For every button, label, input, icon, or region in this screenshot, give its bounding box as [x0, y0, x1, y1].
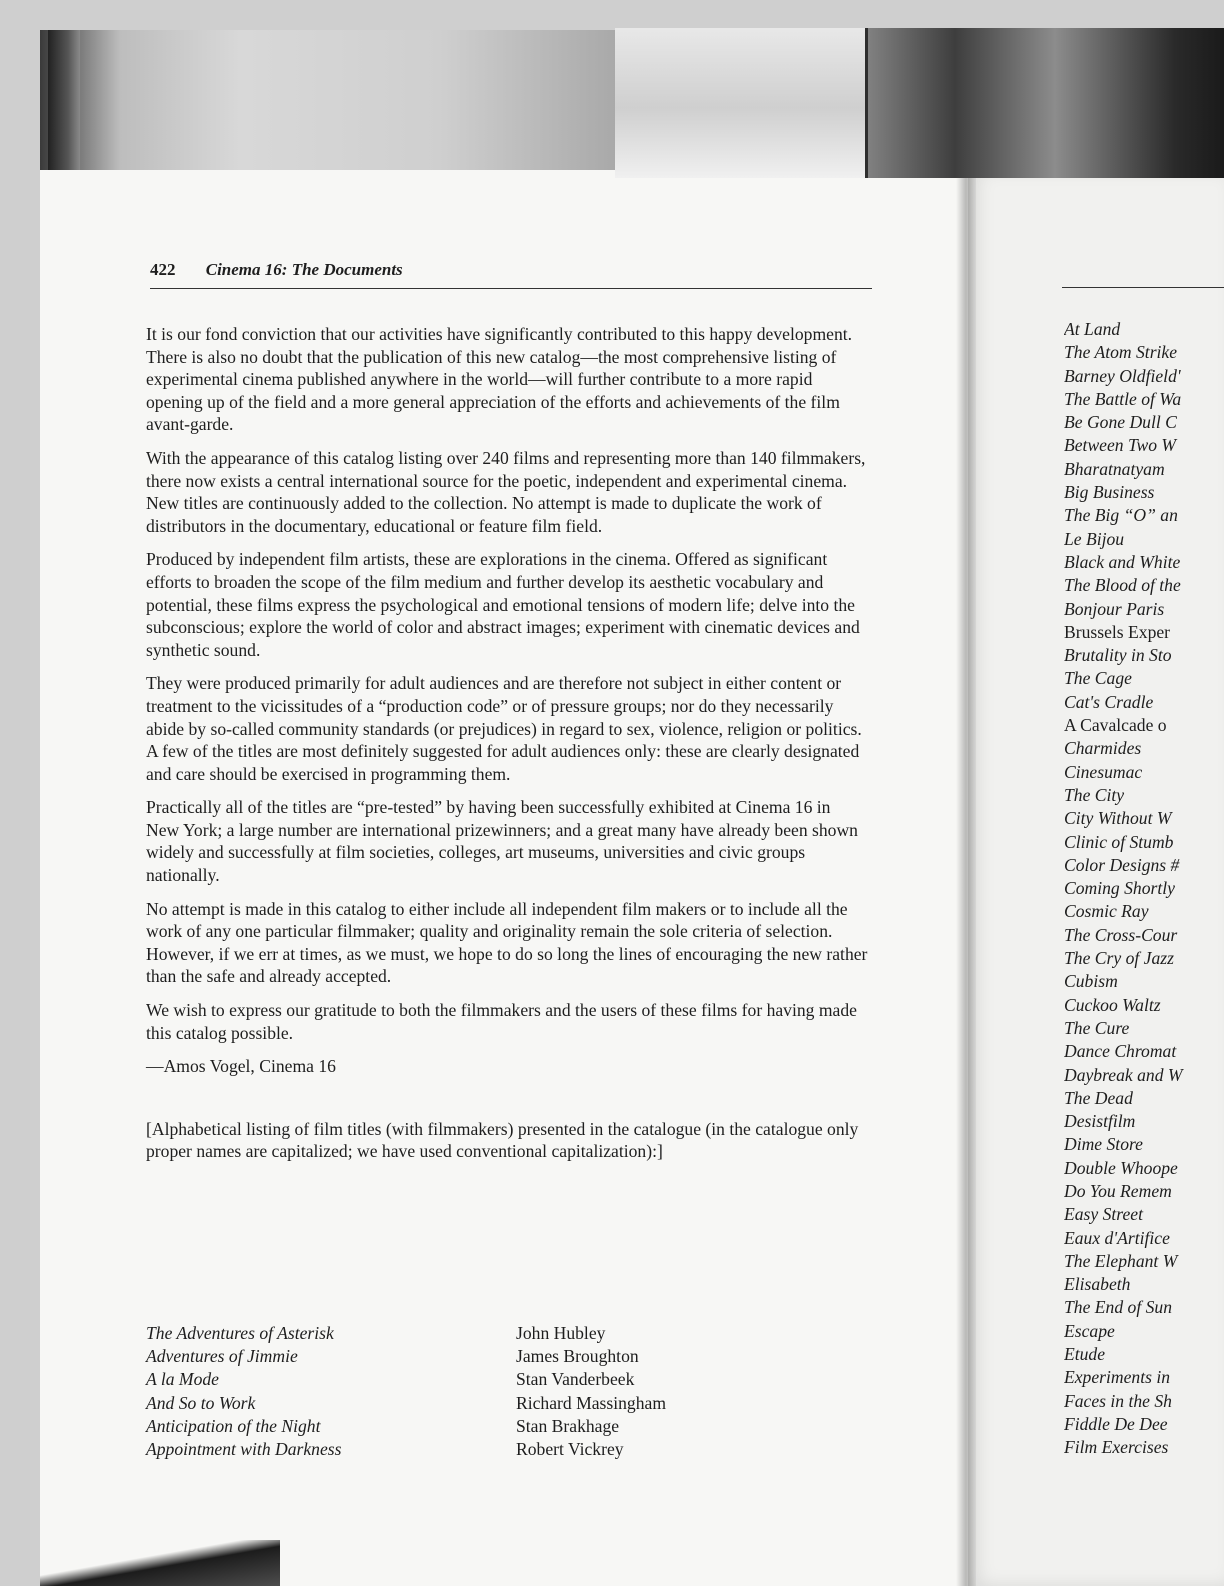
right-page-rule	[1062, 287, 1224, 288]
right-page-film-title: The Blood of the	[1064, 575, 1181, 596]
film-row	[146, 1392, 766, 1415]
film-row	[146, 1415, 766, 1438]
right-page-film-title: Etude	[1064, 1344, 1106, 1365]
right-page-film-title: Escape	[1064, 1320, 1115, 1341]
scan-edge-shadow	[40, 1540, 280, 1586]
right-page-film-title: At Land	[1064, 319, 1121, 339]
film-title: Appointment with Darkness	[146, 1439, 342, 1460]
film-list	[146, 1322, 766, 1461]
film-title: A la Mode	[146, 1369, 219, 1390]
book-fold-shadow	[956, 170, 976, 1586]
right-page-film-title: Bonjour Paris	[1064, 598, 1165, 619]
right-page-film-title: Elisabeth	[1064, 1274, 1131, 1295]
film-maker: Stan Vanderbeek	[516, 1369, 635, 1390]
right-page-film-title: Brussels Exper	[1064, 621, 1171, 642]
right-page-film-title: Cinesumac	[1064, 761, 1143, 782]
running-title: Cinema 16: The Documents	[205, 260, 403, 279]
right-page-film-title: Cubism	[1064, 971, 1118, 992]
right-page-film-title: Fiddle De Dee	[1064, 1413, 1168, 1434]
right-page-film-title: Desistfilm	[1064, 1111, 1136, 1132]
right-page-film-title: The Cry of Jazz	[1064, 948, 1174, 969]
right-page-film-title: Eaux d'Artifice	[1064, 1227, 1170, 1248]
right-page-film-title: A Cavalcade o	[1064, 715, 1167, 736]
right-page-film-title: Cosmic Ray	[1064, 901, 1149, 922]
right-page-film-title: Daybreak and W	[1064, 1064, 1183, 1085]
right-page-film-title: Charmides	[1064, 738, 1142, 759]
right-page-film-title: Coming Shortly	[1064, 878, 1175, 899]
film-title: Adventures of Jimmie	[146, 1346, 298, 1367]
paragraph: Practically all of the titles are “pre-tested” by having been successfully exhibited at Cinema 16 in New York; a large number are international prizewinners; and a great many have already been shown widely and successfully at film societies, colleges, art museums, universities and civic groups nationally.	[146, 797, 858, 886]
right-page-film-title: City Without W	[1064, 808, 1172, 829]
film-maker: Richard Massingham	[516, 1392, 667, 1413]
film-maker: Stan Brakhage	[516, 1415, 620, 1436]
right-page-film-title: Big Business	[1064, 482, 1155, 503]
paragraph: We wish to express our gratitude to both the filmmakers and the users of these films for having made this catalog possible.	[146, 1000, 857, 1043]
right-page-film-title: Bharatnatyam	[1064, 458, 1165, 479]
right-page-film-title: Barney Oldfield'	[1064, 365, 1181, 386]
right-page-film-title: Dime Store	[1064, 1134, 1143, 1155]
right-page-film-title: Clinic of Stumb	[1064, 831, 1174, 852]
right-page-film-title: The Cage	[1064, 668, 1132, 689]
running-head	[150, 260, 872, 289]
film-row	[146, 1322, 766, 1345]
right-page-film-title: The Big “O” an	[1064, 505, 1178, 526]
editor-note: [Alphabetical listing of film titles (with filmmakers) presented in the catalogue (in the catalogue only proper names are capitalized; we have used conventional capitalization):]	[146, 1118, 859, 1162]
film-maker: John Hubley	[516, 1323, 606, 1343]
right-page-film-title: Faces in the Sh	[1064, 1390, 1172, 1411]
right-page-film-title: Le Bijou	[1064, 528, 1125, 549]
right-page-film-title: Film Exercises	[1064, 1437, 1169, 1458]
right-page-film-title: The Dead	[1064, 1087, 1133, 1108]
right-page-film-title: Be Gone Dull C	[1064, 412, 1177, 433]
right-page-film-title: Dance Chromat	[1064, 1041, 1177, 1062]
film-maker: Robert Vickrey	[516, 1439, 624, 1460]
film-title: The Adventures of Asterisk	[146, 1323, 334, 1343]
right-page-film-title: Brutality in Sto	[1064, 645, 1172, 666]
paragraph: Produced by independent film artists, these are explorations in the cinema. Offered as significant efforts to broaden the scope of the film medium and further develop its aesthetic vocabulary and potential, these films express the psychological and emotional tensions of modern life; delve into the subconscious; explore the world of color and abstract images; experiment with cinematic devices and synthetic sound.	[146, 549, 860, 660]
film-title: Anticipation of the Night	[146, 1415, 321, 1436]
right-page-film-title: Easy Street	[1064, 1204, 1143, 1225]
right-page-film-title: Cuckoo Waltz	[1064, 994, 1161, 1015]
scan-photo-strip-right	[615, 28, 1224, 178]
scan-photo-strip-left	[40, 30, 615, 170]
body-text	[146, 323, 868, 1174]
paragraph: With the appearance of this catalog listing over 240 films and representing more than 140 filmmakers, there now exists a central international source for the poetic, independent and experimental cinema. New titles are continuously added to the collection. No attempt is made to duplicate the work of distributors in the documentary, educational or feature film field.	[146, 447, 866, 536]
film-row	[146, 1368, 766, 1391]
right-page-film-list	[1064, 318, 1224, 1460]
right-page-film-title: The City	[1064, 784, 1125, 805]
right-page-film-title: The Elephant W	[1064, 1250, 1178, 1271]
right-page-film-title: Experiments in	[1064, 1367, 1171, 1388]
right-page-film-title: The End of Sun	[1064, 1297, 1173, 1318]
paragraph: They were produced primarily for adult audiences and are therefore not subject in either content or treatment to the vicissitudes of a “production code” or of pressure groups; nor do they necessarily abide by so-called community standards (or prejudices) in regard to sex, violence, religion or politics. A few of the titles are most definitely suggested for adult audiences only: these are clearly designated and care should be exercised in programming them.	[146, 673, 862, 784]
page-number: 422	[150, 260, 176, 279]
right-page-film-title: Cat's Cradle	[1064, 691, 1154, 712]
right-page-film-title: The Cross-Cour	[1064, 924, 1178, 945]
right-page-film-title: Between Two W	[1064, 435, 1177, 456]
paragraph: It is our fond conviction that our activities have significantly contributed to this happy development. There is also no doubt that the publication of this new catalog—the most comprehensive listing of experimental cinema published anywhere in the world—will further contribute to a more rapid opening up of the field and a more general appreciation of the efforts and achievements of the film avant-garde.	[146, 324, 853, 435]
right-page-film-title: The Battle of Wa	[1064, 388, 1182, 409]
film-maker: James Broughton	[516, 1346, 639, 1367]
right-page-film-title: Double Whoope	[1064, 1157, 1178, 1178]
right-page-film-title: Black and White	[1064, 551, 1181, 572]
film-row	[146, 1438, 766, 1461]
film-row	[146, 1345, 766, 1368]
right-page-film-title: The Atom Strike	[1064, 342, 1178, 363]
paragraph: No attempt is made in this catalog to either include all independent film makers or to include all the work of any one particular filmmaker; quality and originality remain the sole criteria of selection. However, if we err at times, as we must, we hope to do so long the lines of encouraging the new rather than the safe and already accepted.	[146, 898, 868, 987]
signature: —Amos Vogel, Cinema 16	[146, 1056, 336, 1077]
right-page-film-title: Color Designs #	[1064, 854, 1180, 875]
right-page-film-title: Do You Remem	[1064, 1180, 1172, 1201]
film-title: And So to Work	[146, 1392, 256, 1413]
right-page-film-title: The Cure	[1064, 1017, 1130, 1038]
